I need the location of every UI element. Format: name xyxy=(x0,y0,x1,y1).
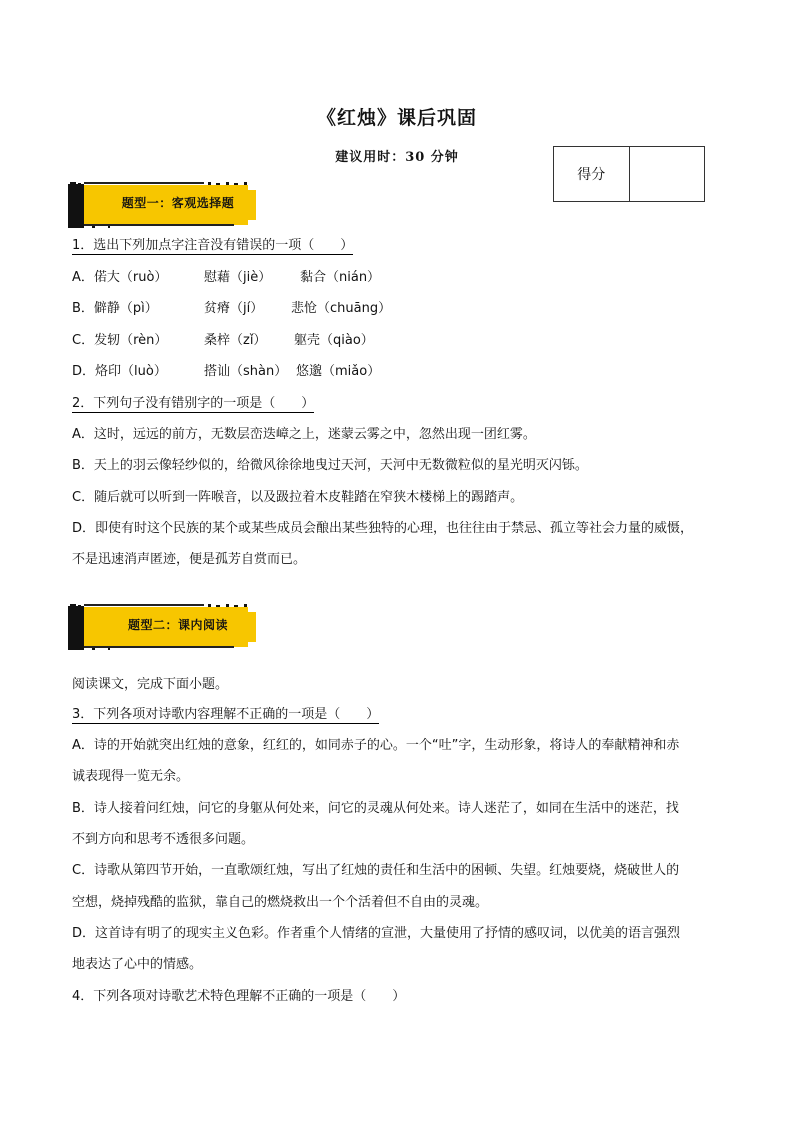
q1-option-c: C．发轫（rèn） 桑梓（zǐ） 躯壳（qiào） xyxy=(72,333,374,348)
q3-option-c-line2: 空想，烧掉残酷的监狱，靠自己的燃烧救出一个个活着但不自由的灵魂。 xyxy=(72,895,489,910)
suggested-time: 建议用时：30 分钟 xyxy=(335,150,459,165)
score-value[interactable] xyxy=(629,147,705,201)
score-label: 得分 xyxy=(577,167,606,183)
q3-option-a-line2: 诚表现得一览无余。 xyxy=(72,769,190,784)
q3-option-b-line2: 不到方向和思考不透很多问题。 xyxy=(72,832,255,847)
q2-option-c: C．随后就可以听到一阵喉音，以及趿拉着木皮鞋踏在窄狭木楼梯上的踢踏声。 xyxy=(72,490,524,505)
q3-option-b-line1: B．诗人接着问红烛，问它的身躯从何处来，问它的灵魂从何处来。诗人迷茫了，如同在生活中的迷茫，找 xyxy=(72,801,679,816)
page-title: 《红烛》课后巩固 xyxy=(316,107,477,129)
q3-option-d-line1: D．这首诗有明了的现实主义色彩。作者重个人情绪的宣泄，大量使用了抒情的感叹词，以优美的语言强烈 xyxy=(72,926,681,941)
q1-option-b: B．僻静（pì） 贫瘠（jí） 悲怆（chuāng） xyxy=(72,301,392,316)
q3-option-d-line2: 地表达了心中的情感。 xyxy=(72,957,203,972)
q3-stem: 3．下列各项对诗歌内容理解不正确的一项是（ ） xyxy=(72,707,380,722)
q1-stem: 1．选出下列加点字注音没有错误的一项（ ） xyxy=(72,238,354,253)
score-box xyxy=(553,146,705,202)
q3-option-c-line1: C．诗歌从第四节开始，一直歌颂红烛，写出了红烛的责任和生活中的困顿、失望。红烛要烧，烧破世人的 xyxy=(72,863,680,878)
q1-option-a: A．偌大（ruò） 慰藉（jiè） 黏合（nián） xyxy=(72,270,381,285)
section-banner-2 xyxy=(68,602,258,652)
q2-stem: 2．下列句子没有错别字的一项是（ ） xyxy=(72,396,315,411)
q2-option-a: A．这时，远远的前方，无数层峦迭嶂之上，迷蒙云雾之中，忽然出现一团红雾。 xyxy=(72,427,536,442)
section-label-1: 题型一：客观选择题 xyxy=(121,196,235,210)
q2-option-d-line2: 不是迅速消声匿迹，便是孤芳自赏而已。 xyxy=(72,552,307,567)
section-banner-1 xyxy=(68,180,258,230)
q2-option-b: B．天上的羽云像轻纱似的，给微风徐徐地曳过天河，天河中无数微粒似的星光明灭闪铄。 xyxy=(72,458,588,473)
q1-option-d: D．烙印（luò） 搭讪（shàn） 悠邈（miǎo） xyxy=(72,364,381,379)
reading-intro: 阅读课文，完成下面小题。 xyxy=(72,677,229,692)
q4-stem: 4．下列各项对诗歌艺术特色理解不正确的一项是（ ） xyxy=(72,989,406,1004)
q2-option-d-line1: D．即使有时这个民族的某个或某些成员会酿出某些独特的心理，也往往由于禁忌、孤立等社会力量的威慑， xyxy=(72,521,694,536)
q3-option-a-line1: A．诗的开始就突出红烛的意象，红红的，如同赤子的心。一个“吐”字，生动形象，将诗人的奉献精神和赤 xyxy=(72,738,680,753)
section-label-2: 题型二：课内阅读 xyxy=(127,618,228,632)
